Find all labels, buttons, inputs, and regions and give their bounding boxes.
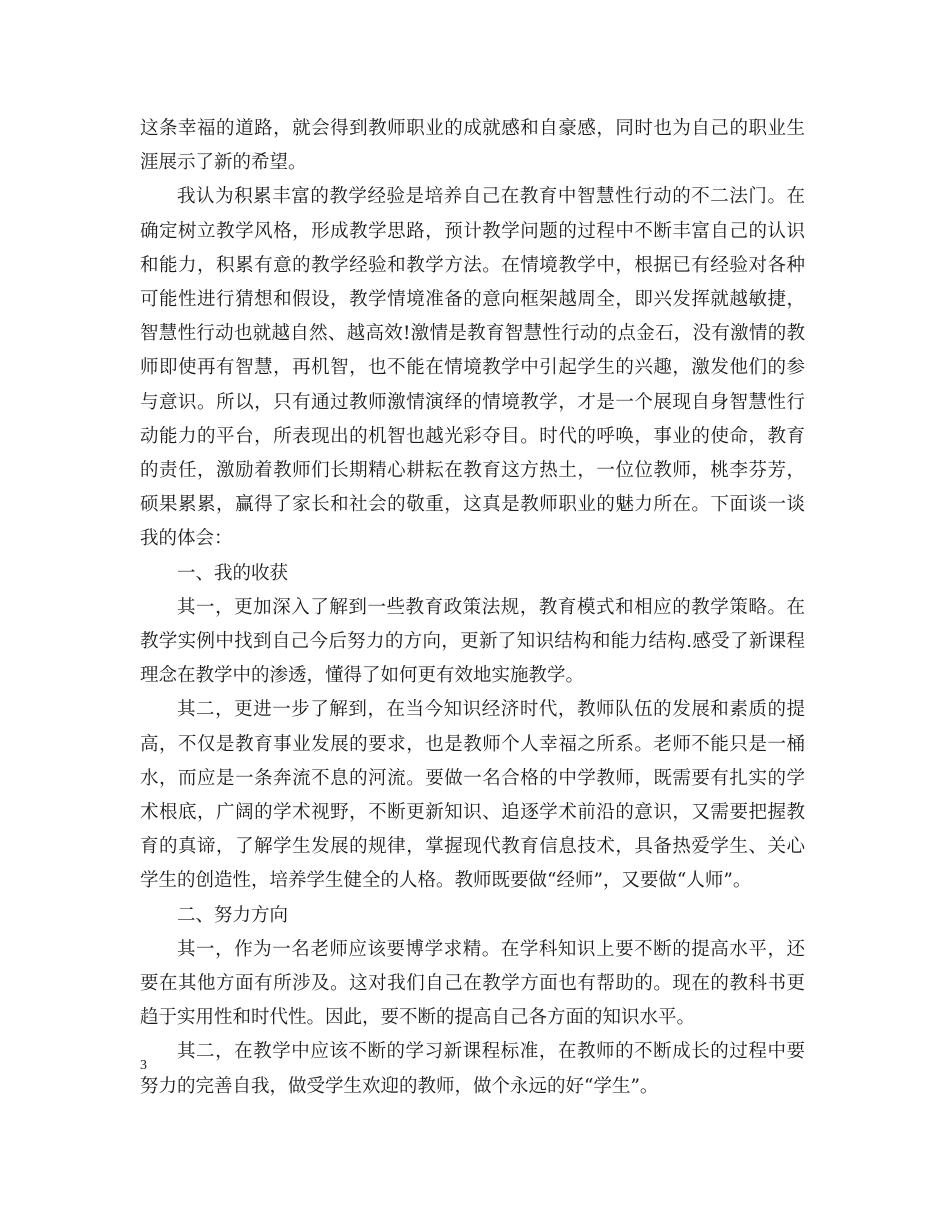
paragraph-direction-one: 其一，作为一名老师应该要博学求精。在学科知识上要不断的提高水平，还要在其他方面有所涉及。这对我们自己在教学方面也有帮助的。现在的教科书更趋于实用性和时代性。因此，要不断的提高自己各方面的知识水平。 — [140, 938, 805, 1029]
paragraph-direction-two: 其二，在教学中应该不断的学习新课程标准，在教师的不断成长的过程中要努力的完善自我，做受学生欢迎的教师，做个永远的好“学生”。 — [140, 1041, 805, 1097]
paragraph-continuation: 这条幸福的道路，就会得到教师职业的成就感和自豪感，同时也为自己的职业生涯展示了新的希望。 — [140, 118, 805, 174]
document-body — [140, 112, 805, 1104]
section-heading-gains: 一、我的收获 — [177, 562, 289, 584]
page-number: 3 — [140, 1058, 147, 1073]
section-heading-direction: 二、努力方向 — [177, 904, 289, 926]
paragraph-teaching-experience: 我认为积累丰富的教学经验是培养自己在教育中智慧性行动的不二法门。在确定树立教学风格，形成教学思路，预计教学问题的过程中不断丰富自己的认识和能力，积累有意的教学经验和教学方法。在情境教学中，根据已有经验对各种可能性进行猜想和假设，教学情境准备的意向框架越周全，即兴发挥就越敏捷，智慧性行动也就越自然、越高效!激情是教育智慧性行动的点金石，没有激情的教师即使再有智慧，再机智，也不能在情境教学中引起学生的兴趣，激发他们的参与意识。所以，只有通过教师激情演绎的情境教学，才是一个展现自身智慧性行动能力的平台，所表现出的机智也越光彩夺目。时代的呼唤，事业的使命，教育的责任，激励着教师们长期精心耕耘在教育这方热土，一位位教师，桃李芬芳，硕果累累，赢得了家长和社会的敬重，这真是教师职业的魅力所在。下面谈一谈我的体会： — [140, 186, 805, 550]
paragraph-gain-one: 其一，更加深入了解到一些教育政策法规，教育模式和相应的教学策略。在教学实例中找到自己今后努力的方向，更新了知识结构和能力结构.感受了新课程理念在教学中的渗透，懂得了如何更有效地实施教学。 — [140, 596, 805, 687]
paragraph-gain-two: 其二，更进一步了解到，在当今知识经济时代，教师队伍的发展和素质的提高，不仅是教育事业发展的要求，也是教师个人幸福之所系。老师不能只是一桶水，而应是一条奔流不息的河流。要做一名合格的中学教师，既需要有扎实的学术根底，广阔的学术视野，不断更新知识、追逐学术前沿的意识，又需要把握教育的真谛，了解学生发展的规律，掌握现代教育信息技术，具备热爱学生、关心学生的创造性，培养学生健全的人格。教师既要做“经师”，又要做“人师”。 — [140, 699, 805, 892]
